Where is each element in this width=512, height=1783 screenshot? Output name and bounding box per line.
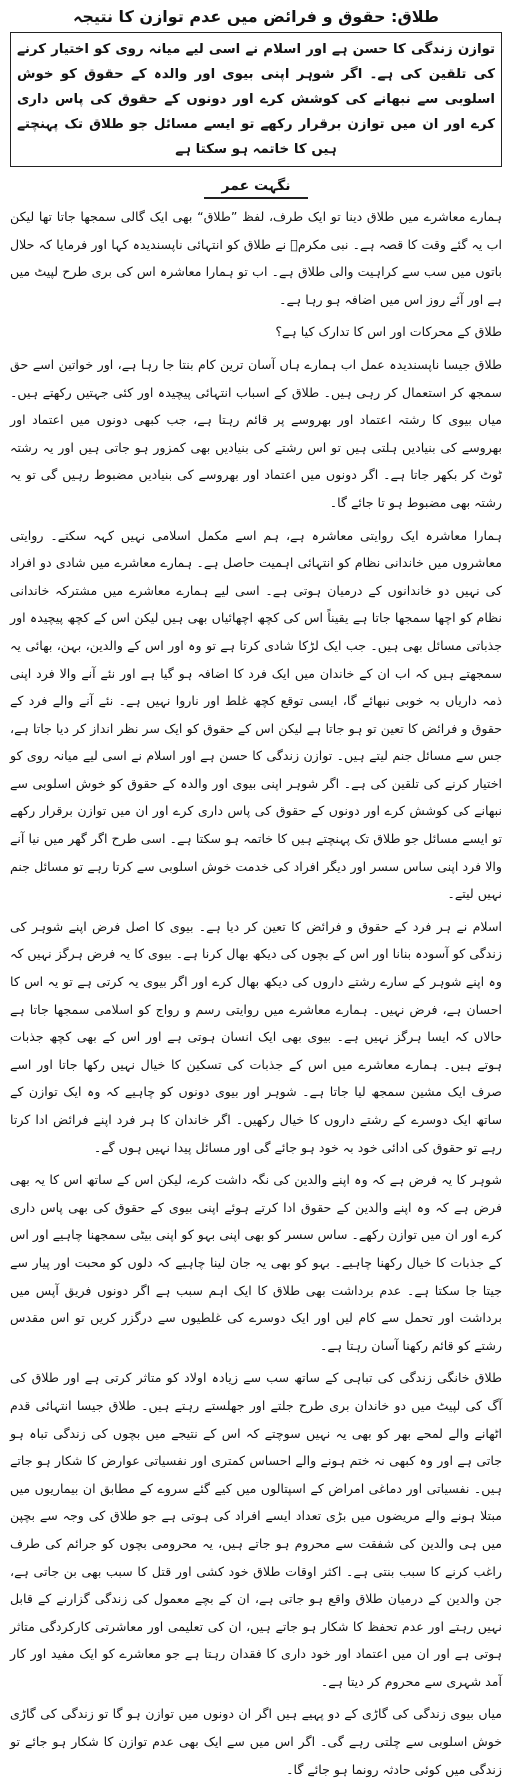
byline-row <box>10 175 502 199</box>
paragraph: طلاق جیسا ناپسندیدہ عمل اب ہمارے ہاں آسان ترین کام بنتا جا رہا ہے، اور خواتین اسے حق سمجھ کر استعمال کر رہی ہیں۔ طلاق کے اسباب انتہائی پیچیدہ اور کئی جہتیں رکھتے ہیں۔ میاں بیوی کا رشتہ اعتماد اور بھروسے پر قائم رہتا ہے، جب کبھی دونوں میں اعتماد اور بھروسے کی بنیادیں ہلتی ہیں تو اس رشتے کی بنیادیں بھی کمزور ہو جاتی ہیں اور یہ رشتہ ٹوٹ کر بکھر جاتا ہے۔ اگر دونوں میں اعتماد اور بھروسے کی بنیادیں مضبوط رہیں گی تو یہ رشتہ بھی مضبوط ہو تا جائے گا۔ <box>10 356 502 510</box>
author-byline: نگہت عمر <box>204 175 309 199</box>
paragraph: میاں بیوی زندگی کی گاڑی کے دو پہیے ہیں اگر ان دونوں میں توازن ہو گا تو زندگی کی گاڑی خوش اسلوبی سے چلتی رہے گی۔ اگر اس میں سے ایک بھی عدم توازن کا شکار ہو جائے تو زندگی میں کوئی حادثہ رونما ہو جائے گا۔ <box>10 1706 502 1777</box>
paragraph: شوہر کا یہ فرض ہے کہ وہ اپنے والدین کی نگہ داشت کرے، لیکن اس کے ساتھ اس کا یہ بھی فرض ہے کہ وہ اپنے والدین کے حقوق ادا کرتے ہوئے اپنی بیوی کے حقوق کی بھی پاس داری کرے اور ان میں توازن رکھے۔ ساس سسر کو بھی اپنی بہو کو اپنی بیٹی سمجھنا چاہیے اور اس کے جذبات کا خیال رکھنا چاہیے۔ بہو کو بھی یہ جان لینا چاہیے کہ دلوں کو محبت اور پیار سے جیتا جا سکتا ہے۔ عدم برداشت بھی طلاق کا ایک اہم سبب ہے اگر دونوں فریق آپس میں برداشت اور تحمل سے کام لیں اور ایک دوسرے کی غلطیوں سے درگزر کریں تو اس مقدس رشتے کو قائم رکھنا آسان رہتا ہے۔ <box>10 1172 502 1353</box>
paragraph: اسلام نے ہر فرد کے حقوق و فرائض کا تعین کر دیا ہے۔ بیوی کا اصل فرض اپنے شوہر کی زندگی کو آسودہ بنانا اور اس کے بچوں کی دیکھ بھال کرنا ہے۔ بیوی کا یہ فرض ہرگز نہیں کہ وہ اپنے شوہر کے سارے رشتے داروں کی دیکھ بھال کرے اور اگر بیوی یہ کرتی ہے تو یہ اس کا احسان ہے، فرض نہیں۔ ہمارے معاشرے میں روایتی رسم و رواج کو اسلامی سمجھا جاتا ہے حالاں کہ ایسا ہرگز نہیں ہے۔ بیوی بھی ایک انسان ہوتی ہے اور اس کے بھی کچھ جذبات ہوتے ہیں۔ ہمارے معاشرے میں اس کے جذبات کی تسکین کا خیال نہیں رکھا جاتا اور اسے صرف ایک مشین سمجھ لیا جاتا ہے۔ شوہر اور بیوی دونوں کو چاہیے کہ وہ ایک توازن کے ساتھ ایک دوسرے کے رشتے داروں کا خیال رکھیں۔ اگر خاندان کا ہر فرد اپنے فرائض ادا کرتا رہے تو حقوق کی ادائی خود بہ خود ہو جائے گی اور مسائل پیدا نہیں ہوں گے۔ <box>10 918 502 1155</box>
article-headline: طلاق: حقوق و فرائض میں عدم توازن کا نتیجہ <box>73 7 439 26</box>
intro-box <box>10 32 502 167</box>
paragraph: ہمارے معاشرے میں طلاق دینا تو ایک طرف، لفظ ”طلاق“ بھی ایک گالی سمجھا جاتا تھا لیکن اب یہ گئے وقت کا قصہ ہے۔ نبی مکرمؐ نے طلاق کو انتہائی ناپسندیدہ کہا اور فرمایا کہ حلال باتوں میں سب سے کراہیت والی طلاق ہے۔ اب تو ہمارا معاشرہ اس کی بری طرح لپیٹ میں ہے اور آئے روز اس میں اضافہ ہو رہا ہے۔ <box>10 209 502 307</box>
paragraph: طلاق خانگی زندگی کی تباہی کے ساتھ سب سے زیادہ اولاد کو متاثر کرتی ہے اور طلاق کی آگ کی لپیٹ میں دو خاندان بری طرح جلتے اور جھلستے رہتے ہیں۔ طلاق جیسا انتہائی قدم اٹھانے والے لمحے بھر کو بھی یہ نہیں سوچتے کہ اس کے نتیجے میں بچوں کی زندگی تباہ ہو جاتی ہے اور وہ کبھی نہ ختم ہونے والے احساس کمتری اور نفسیاتی عوارض کا شکار ہو جاتے ہیں۔ نفسیاتی اور دماغی امراض کے اسپتالوں میں کیے گئے سروے کے مطابق ان بیماریوں میں مبتلا ہونے والے مریضوں میں بڑی تعداد ایسے افراد کی ہوتی ہے جو طلاق کی وجہ سے بچپن میں ہی والدین کی شفقت سے محروم ہو جاتے ہیں، یہ محرومی بچوں کو جرائم کی طرف راغب کرنے کا سبب بنتی ہے۔ اکثر اوقات طلاق خود کشی اور قتل کا سبب بھی بن جاتی ہے، جن والدین کے درمیان طلاق واقع ہو جاتی ہے، ان کے بچے معمول کی زندگی گزارنے کے قابل نہیں رہتے اور عدم تحفظ کا شکار ہو جاتے ہیں، ان کی تعلیمی اور معاشرتی کارکردگی متاثر ہوتی ہے اور ان میں اعتماد اور خود داری کا فقدان رہتا ہے جو معاشرے کو ایک مفید اور کار آمد شہری سے محروم کر دیتا ہے۔ <box>10 1370 502 1689</box>
intro-text: توازن زندگی کا حسن ہے اور اسلام نے اسی لیے میانہ روی کو اختیار کرنے کی تلقین کی ہے۔ اگر شوہر اپنی بیوی اور والدہ کے حقوق کو خوش اسلوبی سے نبھانے کی کوشش کرے اور دونوں کے حقوق کی پاس داری کرے اور ان میں توازن برقرار رکھے تو ایسے مسائل جو طلاق تک پہنچتے ہیں کا خاتمہ ہو سکتا ہے <box>17 42 495 157</box>
paragraph: طلاق کے محرکات اور اس کا تدارک کیا ہے؟ <box>275 324 502 340</box>
paragraph: ہمارا معاشرہ ایک روایتی معاشرہ ہے، ہم اسے مکمل اسلامی نہیں کہہ سکتے۔ روایتی معاشروں میں خاندانی نظام کو انتہائی اہمیت حاصل ہے۔ ہمارے معاشرے میں شادی دو افراد کی نہیں دو خاندانوں کے درمیان ہوتی ہے۔ اسی لیے ہمارے معاشرے میں مشترکہ خاندانی نظام کو اچھا سمجھا جاتا ہے یقیناً اس کی کچھ اچھائیاں بھی ہیں لیکن اس کے کچھ پیچیدہ اور جذباتی مسائل بھی ہیں۔ جب ایک لڑکا شادی کرتا ہے تو وہ اور اس کے والدین، بہن، بھائی یہ سمجھتے ہیں کہ اب ان کے خاندان میں ایک فرد کا اضافہ ہو گیا ہے اور نئے آنے والا فرد اپنی ذمہ داریاں بہ خوبی نبھائے گا، ایسی توقع کچھ غلط اور ناروا نہیں ہے۔ نئے آنے والے فرد کے حقوق و فرائض کا تعین تو ہو جاتا ہے لیکن اس کے حقوق کو ایک سر نظر انداز کر دیا جاتا ہے، جس سے مسائل جنم لیتے ہیں۔ توازن زندگی کا حسن ہے اور اسلام نے اسی لیے میانہ روی کو اختیار کرنے کی تلقین کی ہے۔ اگر شوہر اپنی بیوی اور والدہ کے حقوق کو خوش اسلوبی سے نبھانے کی کوشش کرے اور دونوں کے حقوق کی پاس داری کرے اور ان میں توازن برقرار رکھے تو ایسے مسائل جو طلاق تک پہنچتے ہیں کا خاتمہ ہو سکتا ہے۔ اسی طرح اگر گھر میں نیا آنے والا فرد اپنی ساس سسر اور دیگر افراد کی خدمت خوش اسلوبی سے کرتا رہے تو مسائل جنم نہیں لیتے۔ <box>10 527 502 902</box>
article-body <box>10 203 502 1783</box>
